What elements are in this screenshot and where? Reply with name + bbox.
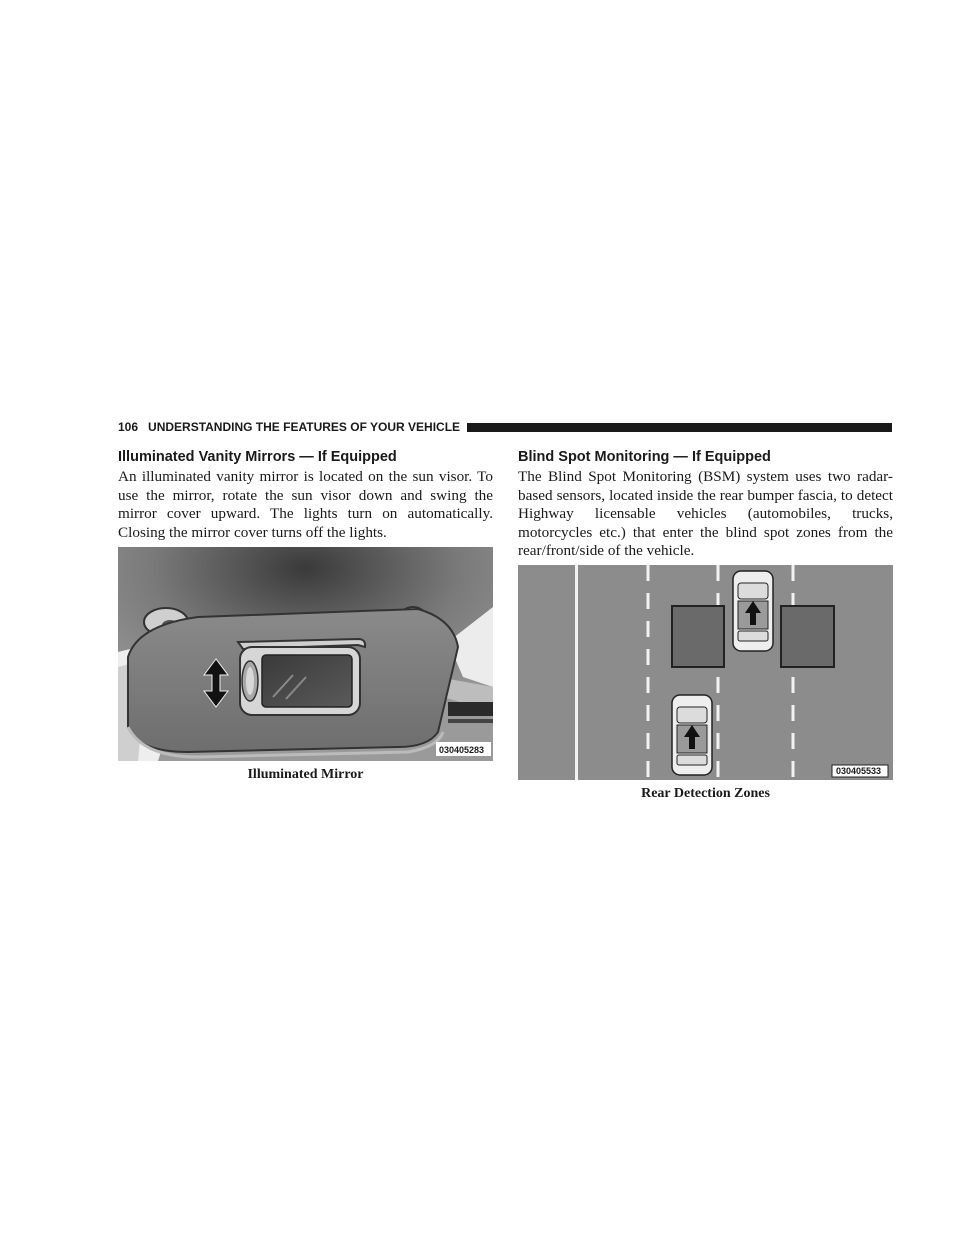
host-car-icon (733, 571, 773, 651)
blind-spot-body: The Blind Spot Monitoring (BSM) system uses two radar-based sensors, located inside the rear bumper fascia, to detect Highway licensable vehicles (automobiles, trucks, motorcycles etc.) that enter the blind spot zones from the rear/front/side of the vehicle. (518, 468, 893, 560)
figure-code: 030405533 (836, 766, 882, 776)
page-header (118, 419, 892, 435)
rear-detection-zones-figure (518, 565, 893, 780)
rear-detection-zones-caption: Rear Detection Zones (641, 786, 770, 801)
running-head: UNDERSTANDING THE FEATURES OF YOUR VEHICLE (148, 420, 461, 434)
right-column (518, 448, 893, 561)
sun-visor-illustration (118, 547, 493, 761)
illuminated-mirror-figure (118, 547, 493, 761)
header-rule (467, 423, 892, 432)
rear-car-icon (672, 695, 712, 775)
blind-spot-heading: Blind Spot Monitoring — If Equipped (518, 449, 771, 465)
page-number: 106 (118, 420, 139, 434)
figure-code: 030405283 (439, 745, 485, 755)
vanity-mirror-heading: Illuminated Vanity Mirrors — If Equipped (118, 449, 397, 465)
vanity-mirror-body: An illuminated vanity mirror is located on the sun visor. To use the mirror, rotate the sun visor down and swing the mirror cover upward. The lights turn on automatically. Closing the mirror cover turns off the lights. (118, 468, 493, 541)
road-diagram (518, 565, 893, 780)
left-column (118, 448, 493, 542)
illuminated-mirror-caption: Illuminated Mirror (247, 767, 364, 782)
